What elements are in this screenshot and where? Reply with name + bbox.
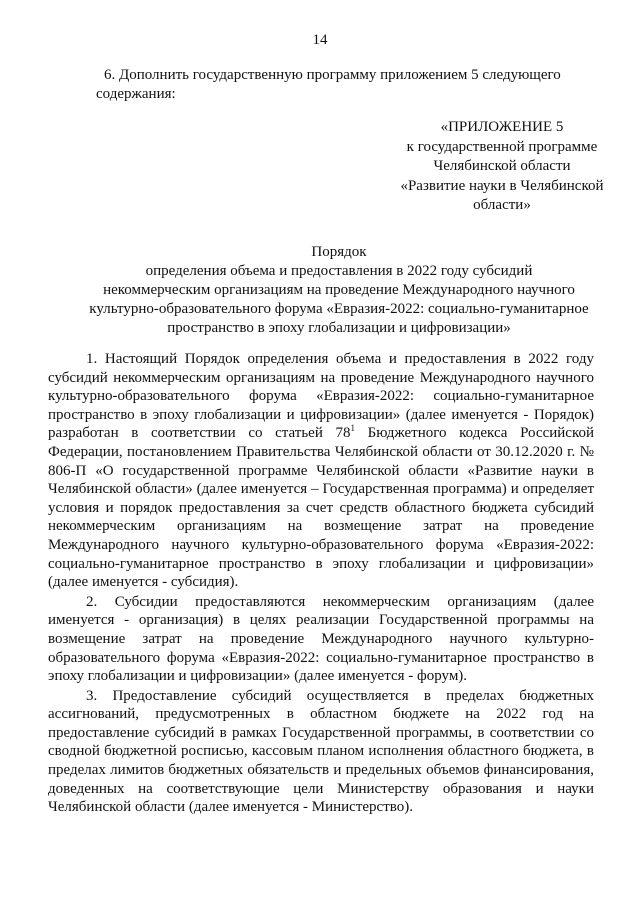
page-number: 14 [312,32,328,48]
paragraph-1-part-a: 1. Настоящий Порядок определения объема и предоставления в 2022 году субсидий некоммерческим организациям на проведение Международного научного культурно-образовательного форума «Евразия-2022: социально-гуманитарное пространство в эпоху глобализации и цифровизации» (далее именуется - Порядок) разработан в соответствии со статьей 78 [48,351,594,442]
document-title [56,243,622,338]
article-superscript: 1 [350,423,356,434]
title-line-5: пространство в эпоху глобализации и цифровизации» [167,320,511,336]
paragraph-3: 3. Предоставление субсидий осуществляется в пределах бюджетных ассигнований, предусмотренных в областном бюджете на 2022 год на предоставление субсидий в рамках Государственной программы, в соответствии со сводной бюджетной росписью, кассовым планом исполнения областного бюджета, в пределах лимитов бюджетных обязательств и предельных объемов финансирования, доведенных на соответствующие цели Министерству образования и науки Челябинской области (далее именуется - Министерство). [48,687,594,816]
appendix-line-4: «Развитие науки в Челябинской [400,177,604,194]
paragraph-1 [48,350,594,592]
appendix-line-2: к государственной программе [406,138,598,155]
appendix-line-3: Челябинской области [433,158,571,175]
appendix-line-5: области» [473,197,531,214]
paragraph-2: 2. Субсидии предоставляются некоммерческим организациям (далее именуется - организация) в целях реализации Государственной программы на возмещение затрат на проведение Международного научного культурно-образовательного форума «Евразия-2022: социально-гуманитарное пространство в эпоху глобализации и цифровизации» (далее именуется - форум). [48,593,594,685]
body-text [48,350,594,817]
appendix-header [392,118,612,216]
appendix-line-1: «ПРИЛОЖЕНИЕ 5 [440,119,564,135]
title-line-3: некоммерческим организациям на проведение Международного научного [103,282,575,298]
intro-line-2: содержания: [96,86,176,102]
title-line-4: культурно-образовательного форума «Евразия-2022: социально-гуманитарное [89,301,589,317]
paragraph-1-part-b: Бюджетного кодекса Российской Федерации, постановлением Правительства Челябинской области от 30.12.2020 г. № 806-П «О государственной программе Челябинской области «Развитие науки в Челябинской области» (далее именуется – Государственная программа) и определяет условия и порядок предоставления за счет средств областного бюджета субсидий некоммерческим организациям на возмещение затрат на проведение Международного научного культурно-образовательного форума «Евразия-2022: социально-гуманитарное пространство в эпоху глобализации и цифровизации» (далее именуется - субсидия). [48,425,595,591]
intro-paragraph [96,66,594,104]
title-line-1: Порядок [311,244,367,260]
intro-line-1: 6. Дополнить государственную программу приложением 5 следующего [104,67,561,83]
title-line-2: определения объема и предоставления в 2022 году субсидий [145,263,533,279]
